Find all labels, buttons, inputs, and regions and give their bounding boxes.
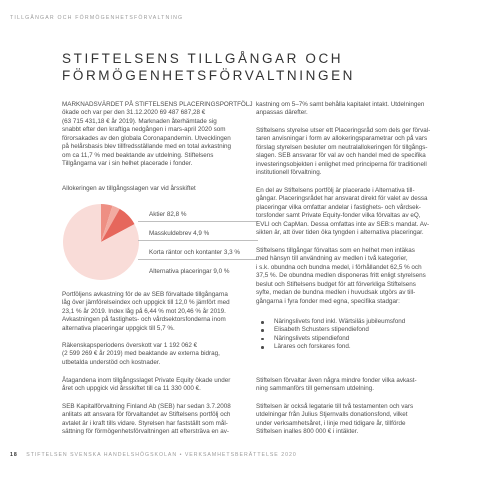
legend-item-aktier: Aktier 82,8 %: [149, 211, 187, 218]
text-line: EVLI och CapMan. Dessa omfattas inte av SEB:s mandat. Av-: [256, 220, 430, 228]
right-para-3: [256, 187, 440, 238]
page-title: [62, 50, 355, 84]
text-line: ökade och var per den 31.12.2020 69 487 687,28 €: [62, 109, 206, 117]
allocation-pie-chart: [62, 203, 140, 281]
text-line: gångarna i fyra fonder med egna, specifika stadgar:: [256, 297, 400, 305]
text-line: 37,5 %. De obundna medlen disponeras fritt enligt styrelsens: [256, 272, 426, 280]
text-line: torsfonder samt Private Equity-fonder vilka förvaltas av eQ,: [256, 212, 421, 220]
legend-item-korta-rantor: Korta räntor och kontanter 3,3 %: [149, 249, 241, 256]
text-line: utdelningar från Julius Stjernvalls donationsfond, vilket: [256, 411, 408, 419]
left-para-5: [62, 403, 246, 437]
text-line: kastning om 5–7% samt behålla kapitalet intakt. Utdelningen: [256, 101, 425, 108]
text-line: MARKNADSVÄRDET PÅ STIFTELSENS PLACERINGSPORTFÖLJ: [62, 101, 253, 108]
text-line: anpassas därefter.: [256, 109, 308, 117]
text-line: utbetalda understöd och kostnader.: [62, 358, 161, 366]
fund-bullet-list: [256, 318, 440, 352]
text-line: Stiftelsens tillgångar förvaltas som en helhet men intäkas: [256, 247, 415, 254]
text-line: (2 599 269 € år 2019) med beaktande av externa bidrag,: [62, 350, 220, 358]
text-line: snabbt efter den kraftiga nedgången i mars-april 2020 som: [62, 126, 226, 134]
text-line: anlitats att ansvara för förvaltandet av Stiftelsens portfölj och: [62, 411, 231, 419]
text-line: ning sammanförs till gemensam utdelning.: [256, 385, 374, 393]
text-line: låg över jämförelseindex och uppgick till 12,0 % jämfört med: [62, 299, 230, 307]
text-line: placeringar vilka omfattar andelar i fastighets- och vårdsek-: [256, 203, 421, 211]
text-line: Stiftelsens styrelse utser ett Placeringsråd som dels ger förval-: [256, 127, 431, 134]
text-line: avtalet är i kraft tills vidare. Styrelsen har fastställt som mål-: [62, 419, 228, 427]
text-line: institutionell förvaltning.: [256, 169, 322, 177]
right-para-1: [256, 101, 440, 118]
text-line: En del av Stiftelsens portfölj är placerade i Alternativa till-: [256, 187, 415, 194]
text-line: gångar. Placeringsrådet har ansvarat direkt för valet av dessa: [256, 195, 428, 203]
left-para-3: [62, 342, 246, 367]
text-line: Avkastningen på fastighets- och vårdsektorsfonderna inom: [62, 316, 226, 324]
text-line: året och uppgick vid årsskiftet till ca 11 330 000 €.: [62, 385, 201, 393]
legend-divider: [138, 221, 258, 222]
text-line: förorsakades av den globala Coronapandemin. Utvecklingen: [62, 134, 231, 142]
text-line: på helårsbasis blev tillfredsställande med en total avkastning: [62, 143, 232, 151]
bullet-item: Lärares och forskares fond.: [256, 343, 440, 351]
left-para-2: [62, 291, 246, 333]
right-para-5: [256, 377, 440, 394]
footer-text: STIFTELSEN SVENSKA HANDELSHÖGSKOLAN • VERKSAMHETSBERÄTTELSE 2020: [26, 452, 297, 458]
text-line: syfte, medan de bundna medlen i huvudsak utgörs av till-: [256, 289, 416, 297]
text-line: Tillgångarna var i sin helhet placerade i fonder.: [62, 160, 193, 168]
text-line: Räkenskapsperiodens överskott var 1 192 062 €: [62, 342, 198, 349]
text-line: Stiftelsen är också legatarie till två testamenten och vars: [256, 403, 414, 410]
text-line: sikten är, att över tiden öka tyngden i alternativa placeringar.: [256, 229, 424, 237]
bullet-item: Näringslivets fond inkl. Wärtsiläs jubileumsfond: [256, 318, 440, 326]
text-line: 23,1 % år 2019. Index låg på 6,44 % mot 20,46 % år 2019.: [62, 307, 226, 315]
text-line: Stiftelsen inalles 800 000 € i intäkter.: [256, 428, 359, 436]
right-para-2: [256, 127, 440, 178]
text-line: sättning för förmögenhetsförvaltningen att eftersträva en av-: [62, 428, 229, 436]
text-line: alternativa placeringar uppgick till 5,7 %.: [62, 324, 175, 332]
text-line: (63 715 431,18 € år 2019). Marknaden återhämtade sig: [62, 117, 217, 125]
legend-item-alternativa: Alternativa placeringar 9,0 %: [149, 268, 230, 275]
legend-item-masskuldebrev: Masskuldebrev 4,9 %: [149, 230, 210, 237]
text-line: i s.k. obundna och bundna medel, i förhållandet 62,5 % och: [256, 263, 422, 271]
right-para-4: [256, 247, 440, 306]
right-para-6: [256, 403, 440, 437]
title-line-2: FÖRMÖGENHETSFÖRVALTNINGEN: [62, 68, 356, 83]
bullet-item: Näringslivets stipendiefond: [256, 335, 440, 343]
legend-divider: [138, 259, 258, 260]
text-line: SEB Kapitalförvaltning Finland Ab (SEB) har sedan 3.7.2008: [62, 403, 231, 410]
text-line: Portföljens avkastning för de av SEB förvaltade tillgångarna: [62, 291, 228, 298]
title-line-1: STIFTELSENS TILLGÅNGAR OCH: [62, 51, 344, 66]
text-line: om ca 11,7 % med beaktande av utdelning. Stiftelsens: [62, 151, 214, 159]
page-number: 18: [10, 452, 18, 458]
running-head: TILLGÅNGAR OCH FÖRMÖGENHETSFÖRVALTNING: [10, 15, 184, 21]
chart-intro: Allokeringen av tillgångsslagen var vid årsskiftet: [62, 185, 196, 192]
text-line: Stiftelsen förvaltar även några mindre fonder vilka avkast-: [256, 377, 417, 384]
text-line: investeringsobjekten i enlighet med principerna för traditionell: [256, 160, 427, 168]
left-para-1: [62, 101, 253, 169]
text-line: med hänsyn till användning av medlen i två kategorier,: [256, 255, 408, 263]
text-line: Åtagandena inom tillgångsslaget Private Equity ökade under: [62, 377, 231, 384]
text-line: beslut och Stiftelsens budget för att förverkliga Stiftelsens: [256, 280, 416, 288]
left-para-4: [62, 377, 246, 394]
page-footer: [10, 452, 297, 458]
text-line: taren anvisningar i form av allokeringsparametrar och på vars: [256, 135, 428, 143]
text-line: förslag styrelsen besluter om neutralallokeringen för tillgångs-: [256, 143, 428, 151]
text-line: slagen. SEB ansvarar för val av och handel med de specifika: [256, 152, 426, 160]
legend-divider: [138, 240, 258, 241]
bullet-item: Elisabeth Schusters stipendiefond: [256, 326, 440, 334]
text-line: under verksamhetsåret, i linje med tidigare år, tillförde: [256, 419, 406, 427]
